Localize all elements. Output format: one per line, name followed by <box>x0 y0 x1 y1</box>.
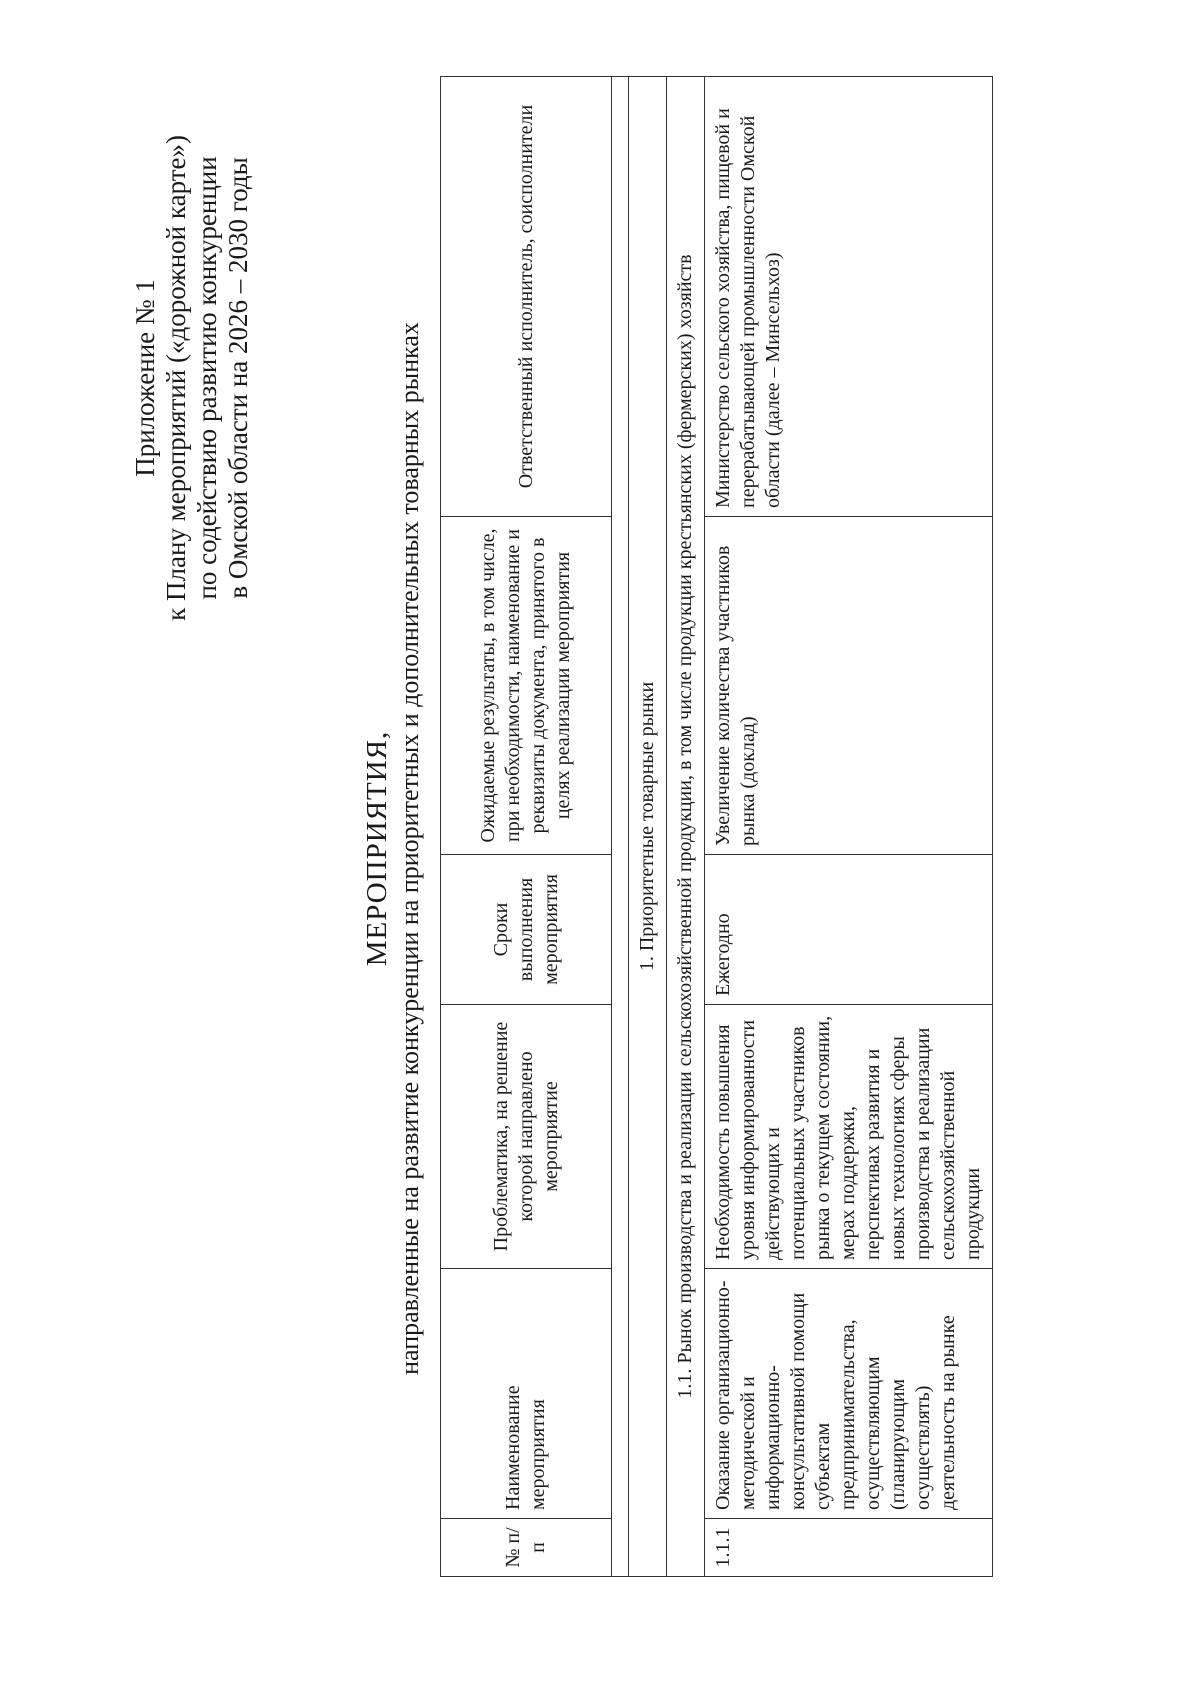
page-subtitle: направленные на развитие конкуренции на приоритетных и дополнительных товарных рынках <box>395 322 424 1375</box>
row-executor: Министерство сельского хозяйства, пищевой и перерабатывающей промышленности Омской области (далее – Минсельхоз) <box>705 77 993 517</box>
header-term: Сроки выполнения мероприятия <box>441 855 612 1005</box>
measures-table <box>440 76 993 1577</box>
header-result: Ожидаемые результаты, в том числе, при необходимости, наименование и реквизиты документа, принятого в целях реализации мероприятия <box>441 517 612 855</box>
appendix-line-4: в Омской области на 2026 – 2030 годы <box>223 157 253 599</box>
row-name: Оказание организационно-методической и информационно-консультативной помощи субъектам предпринимательства, осуществляющим (планирующим осуществлять) деятельность на рынке <box>705 1269 993 1519</box>
appendix-block <box>130 135 254 621</box>
header-problem: Проблематика, на решение которой направлено мероприятие <box>441 1005 612 1269</box>
page-title: МЕРОПРИЯТИЯ, <box>361 730 393 967</box>
row-result: Увеличение количества участников рынка (доклад) <box>705 517 993 855</box>
appendix-line-1: Приложение № 1 <box>130 279 160 477</box>
table-header-row <box>441 77 612 1577</box>
row-problem: Необходимость повышения уровня информированности действующих и потенциальных участников рынка о текущем состоянии, мерах поддержки, перспективах развития и новых технологиях сферы производства и реализации сельскохозяйственной продукции <box>705 1005 993 1269</box>
section-title: 1. Приоритетные товарные рынки <box>629 77 667 1577</box>
table-row <box>705 77 993 1577</box>
row-num: 1.1.1 <box>705 1519 993 1577</box>
title-block <box>360 60 426 1637</box>
appendix-line-3: по содействию развитию конкуренции <box>192 156 222 600</box>
subsection-title: 1.1. Рынок производства и реализации сельскохозяйственной продукции, в том числе продукции крестьянских (фермерских) хозяйств <box>667 77 705 1577</box>
section-row <box>629 77 667 1577</box>
header-num: № п/п <box>441 1519 612 1577</box>
spacer-row <box>612 77 629 1577</box>
subsection-row <box>667 77 705 1577</box>
appendix-line-2: к Плану мероприятий («дорожной карте») <box>161 135 191 621</box>
header-executor: Ответственный исполнитель, соисполнители <box>441 77 612 517</box>
header-name: Наименование мероприятия <box>441 1269 612 1519</box>
row-term: Ежегодно <box>705 855 993 1005</box>
